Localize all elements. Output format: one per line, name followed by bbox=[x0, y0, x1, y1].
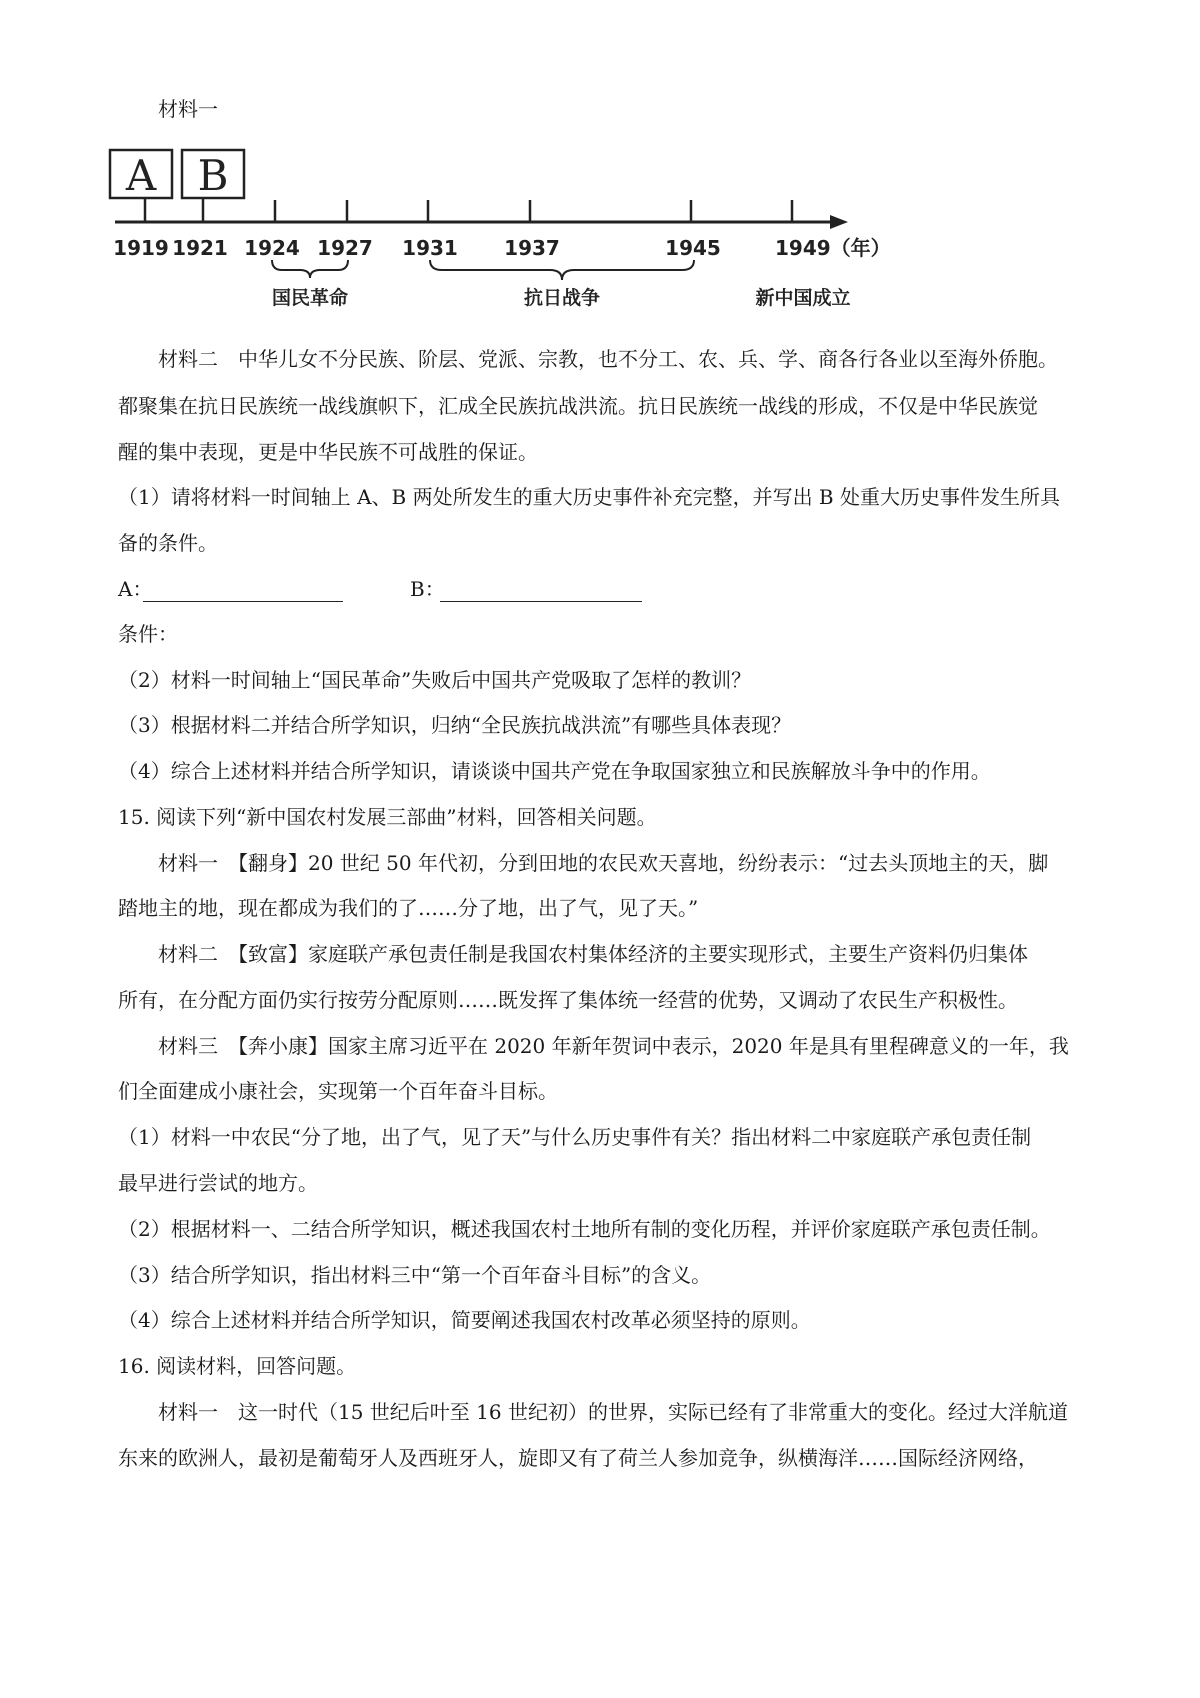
timeline-box-a-letter: A bbox=[125, 151, 157, 200]
material1-label: 材料一 bbox=[158, 97, 218, 121]
timeline-period-anti-japanese-war: 抗日战争 bbox=[523, 287, 601, 309]
timeline-year-1924: 1924 bbox=[244, 236, 300, 260]
timeline-year-1949: 1949（年） bbox=[775, 236, 891, 260]
answer-condition-label: 条件： bbox=[118, 622, 178, 646]
text-line: 都聚集在抗日民族统一战线旗帜下，汇成全民族抗战洪流。抗日民族统一战线的形成，不仅是中华民族觉 bbox=[118, 394, 1038, 418]
text-line: 醒的集中表现，更是中华民族不可战胜的保证。 bbox=[118, 440, 538, 464]
question-15-title: 15. 阅读下列“新中国农村发展三部曲”材料，回答相关问题。 bbox=[118, 805, 657, 829]
timeline-box-b bbox=[182, 150, 244, 200]
text-line: 们全面建成小康社会，实现第一个百年奋斗目标。 bbox=[118, 1079, 558, 1103]
timeline-year-1921: 1921 bbox=[172, 236, 228, 260]
timeline-year-1945: 1945 bbox=[665, 236, 721, 260]
timeline-year-1931: 1931 bbox=[402, 236, 458, 260]
timeline-diagram bbox=[110, 150, 891, 330]
timeline-brace-anti-japanese-war bbox=[430, 260, 694, 280]
timeline-box-a bbox=[110, 150, 172, 200]
question-16-title: 16. 阅读材料，回答问题。 bbox=[118, 1354, 357, 1378]
answer-b-blank[interactable] bbox=[440, 601, 642, 602]
timeline-year-1927: 1927 bbox=[317, 236, 373, 260]
question-line: （3）结合所学知识，指出材料三中“第一个百年奋斗目标”的含义。 bbox=[118, 1263, 712, 1287]
question-line: （1）材料一中农民“分了地，出了气，见了天”与什么历史事件有关？指出材料二中家庭联产承包责任制 bbox=[118, 1125, 1032, 1149]
text-line: 材料三 【奔小康】国家主席习近平在 2020 年新年贺词中表示，2020 年是具有里程碑意义的一年，我 bbox=[158, 1034, 1069, 1058]
text-line: 东来的欧洲人，最初是葡萄牙人及西班牙人，旋即又有了荷兰人参加竞争，纵横海洋……国际经济网络， bbox=[118, 1446, 1038, 1470]
question-line: （3）根据材料二并结合所学知识，归纳“全民族抗战洪流”有哪些具体表现？ bbox=[118, 713, 792, 737]
timeline-period-national-revolution: 国民革命 bbox=[271, 287, 349, 309]
timeline-axis-arrow bbox=[830, 215, 848, 229]
text-line: 所有，在分配方面仍实行按劳分配原则……既发挥了集体统一经营的优势，又调动了农民生产积极性。 bbox=[118, 988, 1018, 1012]
text-line: （1）请将材料一时间轴上 A、B 两处所发生的重大历史事件补充完整，并写出 B 处重大历史事件发生所具 bbox=[118, 485, 1060, 509]
answer-b-label: B： bbox=[410, 577, 445, 601]
timeline-year-1919: 1919 bbox=[113, 236, 169, 260]
question-line: （2）根据材料一、二结合所学知识，概述我国农村土地所有制的变化历程，并评价家庭联产承包责任制。 bbox=[118, 1217, 1051, 1241]
timeline-brace-national-revolution bbox=[272, 260, 348, 278]
question-line: 最早进行尝试的地方。 bbox=[118, 1171, 318, 1195]
text-line: 材料二 中华儿女不分民族、阶层、党派、宗教，也不分工、农、兵、学、商各行各业以至海外侨胞。 bbox=[158, 347, 1058, 371]
question-line: （4）综合上述材料并结合所学知识，请谈谈中国共产党在争取国家独立和民族解放斗争中的作用。 bbox=[118, 759, 991, 783]
question-line: （4）综合上述材料并结合所学知识，简要阐述我国农村改革必须坚持的原则。 bbox=[118, 1308, 811, 1332]
answer-a-blank[interactable] bbox=[143, 601, 343, 602]
answer-a-label: A： bbox=[118, 577, 153, 601]
text-line: 踏地主的地，现在都成为我们的了……分了地，出了气，见了天。” bbox=[118, 896, 699, 920]
timeline-period-new-china: 新中国成立 bbox=[755, 287, 851, 309]
question-line: （2）材料一时间轴上“国民革命”失败后中国共产党吸取了怎样的教训？ bbox=[118, 668, 752, 692]
text-line: 材料一 这一时代（15 世纪后叶至 16 世纪初）的世界，实际已经有了非常重大的变化。经过大洋航道 bbox=[158, 1400, 1068, 1424]
text-line: 材料一 【翻身】20 世纪 50 年代初，分到田地的农民欢天喜地，纷纷表示：“过去头顶地主的天，脚 bbox=[158, 851, 1049, 875]
text-line: 备的条件。 bbox=[118, 531, 218, 555]
text-line: 材料二 【致富】家庭联产承包责任制是我国农村集体经济的主要实现形式，主要生产资料仍归集体 bbox=[158, 942, 1028, 966]
timeline-year-1937: 1937 bbox=[504, 236, 560, 260]
timeline-box-b-letter: B bbox=[197, 151, 229, 200]
